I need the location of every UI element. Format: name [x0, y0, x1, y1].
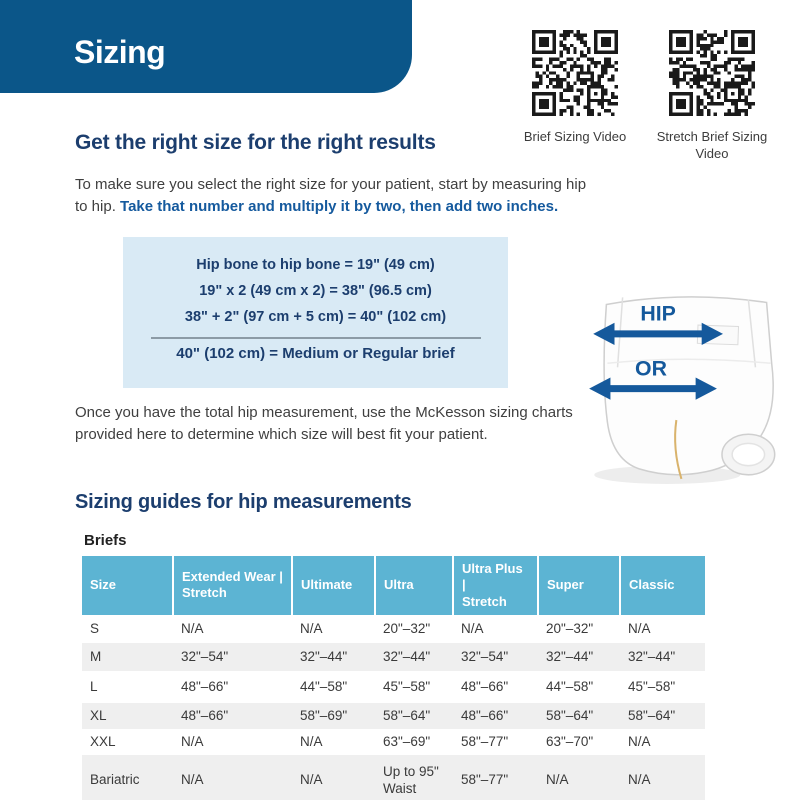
page-banner	[0, 0, 412, 93]
range-cell: 63"–69"	[383, 733, 431, 749]
qr-label-stretch-brief-sizing: Stretch Brief Sizing Video	[656, 129, 768, 161]
size-cell: S	[90, 620, 100, 636]
range-cell: 32"–54"	[181, 648, 229, 664]
calc-result-prefix: 40" (102 cm) =	[176, 345, 283, 362]
sizing-table	[82, 556, 705, 800]
calc-line-3: 38" + 2" (97 cm + 5 cm) = 40" (102 cm)	[184, 309, 447, 325]
range-cell: 32"–44"	[546, 648, 594, 664]
range-cell: 63"–70"	[546, 733, 594, 749]
table-row	[82, 615, 705, 643]
qr-block-stretch-brief-sizing	[644, 30, 780, 163]
range-cell: N/A	[181, 620, 204, 636]
range-cell: 44"–58"	[300, 678, 348, 694]
table-row	[82, 703, 705, 729]
range-cell: 32"–44"	[628, 648, 676, 664]
range-cell: 32"–54"	[461, 648, 509, 664]
brief-measurement-illustration	[578, 270, 796, 488]
range-cell: 58"–64"	[546, 707, 594, 723]
calc-result-size-regular: Regular	[362, 345, 419, 362]
column-header: Ultimate	[292, 556, 375, 615]
range-cell: 58"–77"	[461, 733, 509, 749]
range-cell: 58"–64"	[383, 707, 431, 723]
table-header-row	[82, 556, 705, 615]
range-cell: N/A	[300, 733, 323, 749]
range-cell: N/A	[461, 620, 484, 636]
table-row	[82, 755, 705, 800]
range-cell: 48"–66"	[181, 678, 229, 694]
size-cell: Bariatric	[90, 772, 140, 788]
column-header: Size	[82, 556, 173, 615]
outro-paragraph: Once you have the total hip measurement, use the McKesson sizing charts provided here to determine which size will best fit your patient.	[75, 404, 573, 443]
range-cell: N/A	[628, 772, 651, 788]
qr-code-icon	[669, 30, 755, 116]
intro-bold-text: Take that number and multiply it by two, then add two inches.	[120, 197, 559, 215]
range-cell: Up to 95" Waist	[383, 763, 439, 797]
range-cell: 20"–32"	[383, 620, 431, 636]
hip-label: HIP	[640, 301, 676, 326]
range-cell: 48"–66"	[461, 707, 509, 723]
calc-result-size-medium: Medium	[282, 345, 339, 362]
size-cell: L	[90, 678, 98, 694]
range-cell: N/A	[181, 733, 204, 749]
calc-divider	[151, 337, 481, 339]
range-cell: 20"–32"	[546, 620, 594, 636]
range-cell: 48"–66"	[461, 678, 509, 694]
range-cell: N/A	[628, 733, 651, 749]
column-header: Extended Wear | Stretch	[173, 556, 292, 615]
table-subheading: Briefs	[84, 532, 127, 549]
table-row	[82, 729, 705, 755]
qr-label-brief-sizing: Brief Sizing Video	[523, 129, 627, 144]
size-cell: XL	[90, 707, 107, 723]
table-row	[82, 671, 705, 703]
range-cell: N/A	[546, 772, 569, 788]
range-cell: 48"–66"	[181, 707, 229, 723]
or-label: OR	[635, 356, 667, 381]
range-cell: N/A	[181, 772, 204, 788]
calculation-box	[123, 237, 508, 388]
range-cell: N/A	[300, 772, 323, 788]
range-cell: 58"–64"	[628, 707, 676, 723]
range-cell: 58"–77"	[461, 772, 509, 788]
calc-result	[123, 345, 508, 362]
range-cell: 32"–44"	[300, 648, 348, 664]
range-cell: 58"–69"	[300, 707, 348, 723]
qr-code-icon	[532, 30, 618, 116]
size-cell: XXL	[90, 733, 116, 749]
range-cell: N/A	[300, 620, 323, 636]
table-row	[82, 643, 705, 671]
range-cell: 32"–44"	[383, 648, 431, 664]
sizing-table-wrap	[82, 556, 705, 800]
intro-paragraph	[75, 174, 597, 218]
range-cell: 45"–58"	[628, 678, 676, 694]
qr-block-brief-sizing	[507, 30, 643, 146]
calc-result-suffix: brief	[418, 345, 455, 362]
intro-heading: Get the right size for the right results	[75, 131, 436, 154]
intro-text: To make sure you select the right size for your patient, start by measuring hip to hip.	[75, 176, 587, 215]
page-title: Sizing	[74, 34, 166, 70]
calc-result-or: or	[338, 345, 363, 362]
column-header: Super	[538, 556, 620, 615]
column-header: Classic	[620, 556, 705, 615]
range-cell: N/A	[628, 620, 651, 636]
table-section-heading: Sizing guides for hip measurements	[75, 491, 412, 513]
column-header: Ultra	[375, 556, 453, 615]
size-cell: M	[90, 648, 102, 664]
range-cell: 45"–58"	[383, 678, 431, 694]
column-header: Ultra Plus | Stretch	[453, 556, 538, 615]
calc-line-2: 19" x 2 (49 cm x 2) = 38" (96.5 cm)	[199, 283, 432, 299]
brief-leg-opening	[732, 443, 764, 465]
range-cell: 44"–58"	[546, 678, 594, 694]
calc-line-1: Hip bone to hip bone = 19" (49 cm)	[196, 257, 435, 273]
